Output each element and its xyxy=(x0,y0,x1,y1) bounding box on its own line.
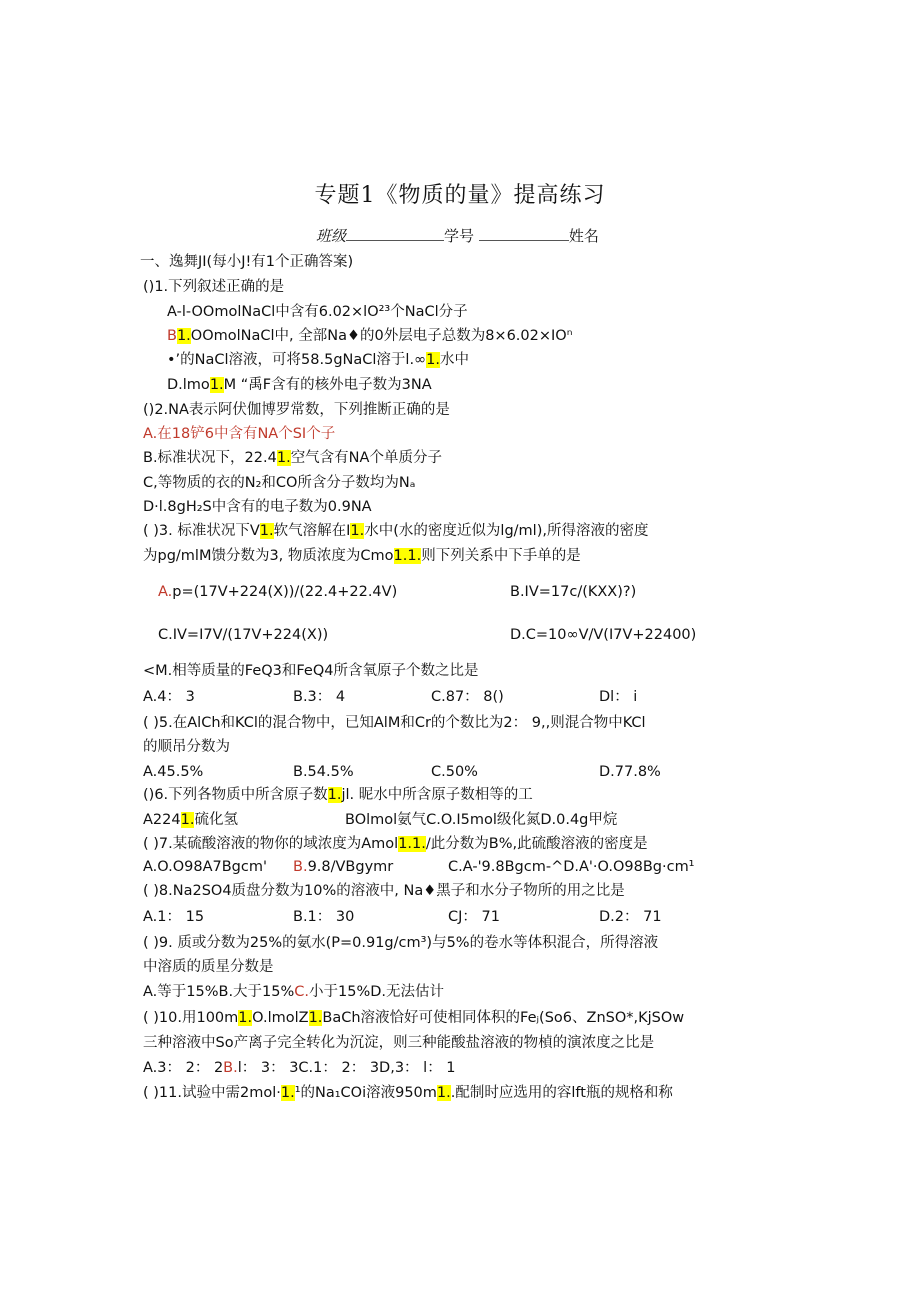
option-text: 水中 xyxy=(439,352,469,368)
question-text: O.lmolZ xyxy=(252,1010,309,1026)
question-9-line-1: ( )9. 质或分数为25%的氨水(P=0.91g∕cm³)与5%的卷水等体积混合，所得溶液 xyxy=(143,935,659,951)
option-text: 硫化氢 xyxy=(194,812,238,828)
highlight: 1. xyxy=(259,523,274,539)
question-text: BaCh溶液恰好可使相同体积的Feⱼ(So6、ZnSO*,KjSOw xyxy=(322,1010,685,1026)
highlight: 1. xyxy=(308,1010,323,1026)
question-7-option-b xyxy=(293,857,393,877)
option-text: p=(17V+224(X))/(22.4+22.4V) xyxy=(172,584,398,600)
option-letter: A. xyxy=(158,584,173,600)
question-1-option-a: A-l-OOmolNaCl中含有6.02×lO²³个NaCl分子 xyxy=(167,304,468,320)
question-1-option-d xyxy=(167,375,432,395)
option-letter: B. xyxy=(223,1060,238,1076)
option-text: 小于15%D.无法估计 xyxy=(309,984,445,1000)
question-5-line-2: 的顺吊分数为 xyxy=(143,739,230,755)
question-11-line-1 xyxy=(143,1083,673,1103)
question-4-option-c: C.87： 8() xyxy=(431,689,504,705)
question-5-option-d: D.77.8% xyxy=(599,764,661,780)
question-2-option-c: C,等物质的衣的N₂和CO所含分子数均为Nₐ xyxy=(143,475,416,491)
class-label: 班级 xyxy=(316,227,347,245)
question-8-stem: ( )8.Na2SO4质盘分数为10%的溶液中, Na♦黑子和水分子物所的用之比是 xyxy=(143,883,625,899)
option-text: D.lmo xyxy=(167,377,210,393)
option-text: A.等于15%B.大于15% xyxy=(143,984,295,1000)
question-4-option-d: Dl： i xyxy=(599,689,638,705)
question-text: ( )11.试验中需2mol· xyxy=(143,1085,281,1101)
question-9-options xyxy=(143,982,444,1002)
question-8-option-c: CJ： 71 xyxy=(448,909,500,925)
question-3-option-d: D.C=10∞V∕V(I7V+22400) xyxy=(510,627,697,643)
page-title: 专题1《物质的量》提高练习 xyxy=(314,183,606,208)
question-text: ( )7.某硫酸溶液的物你的域浓度为Amol xyxy=(143,836,399,852)
option-letter: B xyxy=(167,328,177,344)
question-3-line-2 xyxy=(143,546,581,566)
question-6-stem xyxy=(143,785,533,805)
question-3-option-a xyxy=(158,582,397,602)
highlight: 1. xyxy=(209,377,224,393)
question-10-options xyxy=(143,1058,456,1078)
question-2-option-a xyxy=(143,424,335,444)
question-1-stem: ()1.下列叙述正确的是 xyxy=(143,279,285,295)
option-text: B.标准状况下，22.4 xyxy=(143,450,277,466)
question-8-option-d: D.2： 71 xyxy=(599,909,662,925)
class-blank xyxy=(346,226,444,241)
question-5-option-c: C.50% xyxy=(431,764,478,780)
question-8-option-a: A.1： 15 xyxy=(143,909,205,925)
option-text: A.3： 2： 2 xyxy=(143,1060,224,1076)
question-3-line-1 xyxy=(143,521,648,541)
question-text: jl. 昵水中所含原子数相等的工 xyxy=(341,787,533,803)
option-text: OOmolNaCl中, 全部Na♦的0外层电子总数为8×6.02×IOⁿ xyxy=(190,328,573,344)
highlight: 1. xyxy=(176,328,191,344)
question-7-options-cd: C.A-'9.8Bgcm-^D.A'·O.O98Bg·cm¹ xyxy=(448,859,695,875)
highlight: 1.1. xyxy=(393,548,422,564)
highlight: 1. xyxy=(180,812,195,828)
highlight: 1.1. xyxy=(398,836,426,852)
option-text: A224 xyxy=(143,812,181,828)
option-letter: C. xyxy=(294,984,310,1000)
option-text: 9.8/VBgymr xyxy=(307,859,394,875)
highlight: 1. xyxy=(238,1010,253,1026)
option-text: M “禹F含有的核外电子数为3NA xyxy=(223,377,432,393)
id-blank xyxy=(479,226,569,241)
question-text: .配制时应选用的容lft瓶的规格和称 xyxy=(450,1085,673,1101)
name-label: 姓名 xyxy=(568,227,599,245)
highlight: 1. xyxy=(350,523,365,539)
question-6-options-bcd: BOlmol氨气C.O.I5mol级化氮D.0.4g甲烷 xyxy=(345,812,618,828)
question-5-line-1: ( )5.在AlCh和KCl的混合物中，已知AlM和Cr的个数比为2： 9,,则混合物中KCl xyxy=(143,715,646,731)
question-10-line-2: 三种溶液中So产离子完全转化为沉淀，则三种能酸盐溶液的物楨的演浓度之比是 xyxy=(143,1035,655,1051)
option-text: •’的NaCl溶液，可将58.5gNaCl溶于l.∞ xyxy=(167,352,427,368)
question-text: 软气溶解在I xyxy=(273,523,351,539)
question-3-option-c: C.IV=I7V∕(17V+224(X)) xyxy=(158,627,329,643)
highlight: 1. xyxy=(436,1085,451,1101)
question-text: 水中(水的密度近似为lg∕ml),所得溶液的密度 xyxy=(364,523,649,539)
question-2-stem: ()2.NA表示阿伏伽博罗常数，下列推断正确的是 xyxy=(143,402,450,418)
option-letter: B. xyxy=(293,859,308,875)
question-4-option-b: B.3： 4 xyxy=(293,689,346,705)
question-text: 则下列关系中下手单的是 xyxy=(421,548,581,564)
question-3-option-b: B.IV=17c∕(KXX)?) xyxy=(510,584,637,600)
question-4-option-a: A.4： 3 xyxy=(143,689,195,705)
question-1-option-c xyxy=(167,350,469,370)
option-text: 空气含有NA个单质分子 xyxy=(290,450,442,466)
question-7-option-a: A.O.O98A7Bgcm' xyxy=(143,859,267,875)
question-1-option-b xyxy=(167,326,572,346)
student-info-line xyxy=(316,225,599,246)
question-5-option-b: B.54.5% xyxy=(293,764,354,780)
question-5-option-a: A.45.5% xyxy=(143,764,204,780)
id-label: 学号 xyxy=(444,227,475,245)
question-text: ()6.下列各物质中所含原子数 xyxy=(143,787,328,803)
option-text: A.在18铲6中含有NA个SI个子 xyxy=(143,426,336,442)
question-2-option-d: D·l.8gH₂S中含有的电子数为0.9NA xyxy=(143,499,372,515)
highlight: 1. xyxy=(280,1085,295,1101)
question-text: ¹的Na₁COi溶液950m xyxy=(294,1085,437,1101)
question-7-stem xyxy=(143,834,648,854)
option-text: l： 3： 3C.1： 2： 3D,3： l： 1 xyxy=(237,1060,456,1076)
question-text: ( )3. 标准状况下V xyxy=(143,523,260,539)
question-text: /此分数为B%,此硫酸溶液的密度是 xyxy=(425,836,648,852)
question-text: ( )10.用100m xyxy=(143,1010,239,1026)
question-6-option-a xyxy=(143,810,238,830)
question-2-option-b xyxy=(143,448,442,468)
question-8-option-b: B.1： 30 xyxy=(293,909,355,925)
highlight: 1. xyxy=(327,787,342,803)
highlight: 1. xyxy=(276,450,291,466)
section-heading: 一、逸舞JI(每小J!有1个正确答案) xyxy=(140,254,354,270)
question-text: 为pg/mlM馈分数为3, 物质浓度为Cmo xyxy=(143,548,394,564)
highlight: 1. xyxy=(426,352,440,368)
question-10-line-1 xyxy=(143,1008,684,1028)
question-9-line-2: 中溶质的质星分数是 xyxy=(143,959,274,975)
question-4-stem: <M.相等质量的FeQ3和FeQ4所含氧原子个数之比是 xyxy=(143,663,479,679)
